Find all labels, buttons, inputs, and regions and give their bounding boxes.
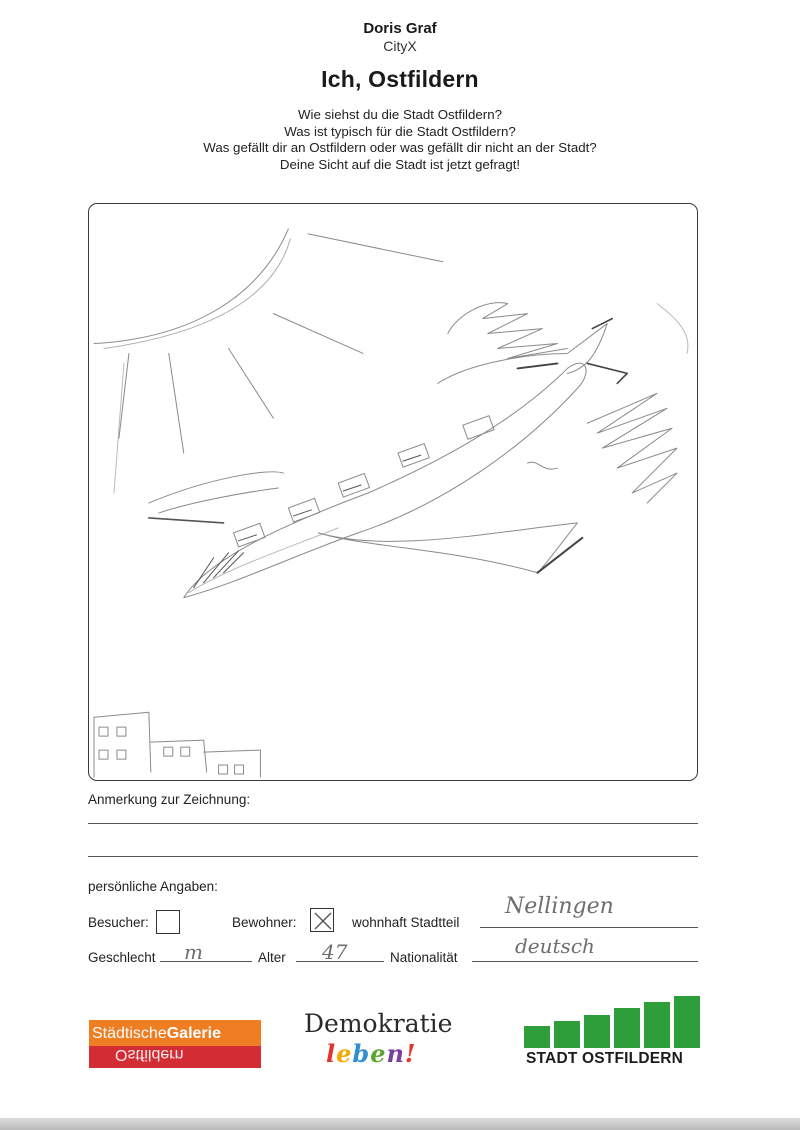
- check-x-icon: [311, 909, 335, 933]
- prompt-questions: [0, 107, 800, 173]
- page-title: Ich, Ostfildern: [321, 66, 479, 92]
- pencil-drawing-airplane: [89, 204, 697, 780]
- project-name: CityX: [383, 38, 417, 54]
- question-line: Was gefällt dir an Ostfildern oder was gefällt dir nicht an der Stadt?: [203, 140, 597, 155]
- resident-label: Bewohner:: [232, 915, 297, 930]
- resident-checkbox[interactable]: [310, 908, 334, 932]
- staedtische-galerie-logo: StädtischeGalerie Ostfildern: [89, 1020, 261, 1068]
- gender-value: m: [184, 940, 203, 964]
- age-label: Alter: [258, 950, 286, 965]
- annotation-label: Anmerkung zur Zeichnung:: [88, 792, 251, 807]
- visitor-checkbox[interactable]: [156, 910, 180, 934]
- stadt-bars-icon: [524, 994, 700, 1048]
- annotation-line-2[interactable]: [88, 856, 698, 857]
- district-line[interactable]: [480, 927, 698, 928]
- age-value: 47: [322, 940, 348, 964]
- stadt-ostfildern-logo: STADT OSTFILDERN: [524, 994, 700, 1068]
- author-name: Doris Graf: [363, 20, 437, 37]
- district-value: Nellingen: [505, 894, 614, 919]
- nationality-label: Nationalität: [390, 950, 458, 965]
- district-label: wohnhaft Stadtteil: [352, 915, 460, 930]
- question-line: Deine Sicht auf die Stadt ist jetzt gefragt!: [279, 156, 521, 172]
- annotation-line-1[interactable]: [88, 823, 698, 824]
- visitor-label: Besucher:: [88, 915, 149, 930]
- drawing-area: [88, 203, 698, 781]
- personal-info-label: persönliche Angaben:: [88, 879, 218, 894]
- page-header: [0, 20, 800, 173]
- scan-edge: [0, 1118, 800, 1130]
- demokratie-leben-logo: Demokratie leben!: [304, 1009, 453, 1068]
- gender-label: Geschlecht: [88, 950, 156, 965]
- question-line: Was ist typisch für die Stadt Ostfildern?: [284, 123, 516, 139]
- nationality-value: deutsch: [515, 934, 595, 958]
- nationality-line[interactable]: [472, 961, 698, 962]
- gender-line[interactable]: [160, 961, 252, 962]
- question-line: Wie siehst du die Stadt Ostfildern?: [298, 107, 502, 122]
